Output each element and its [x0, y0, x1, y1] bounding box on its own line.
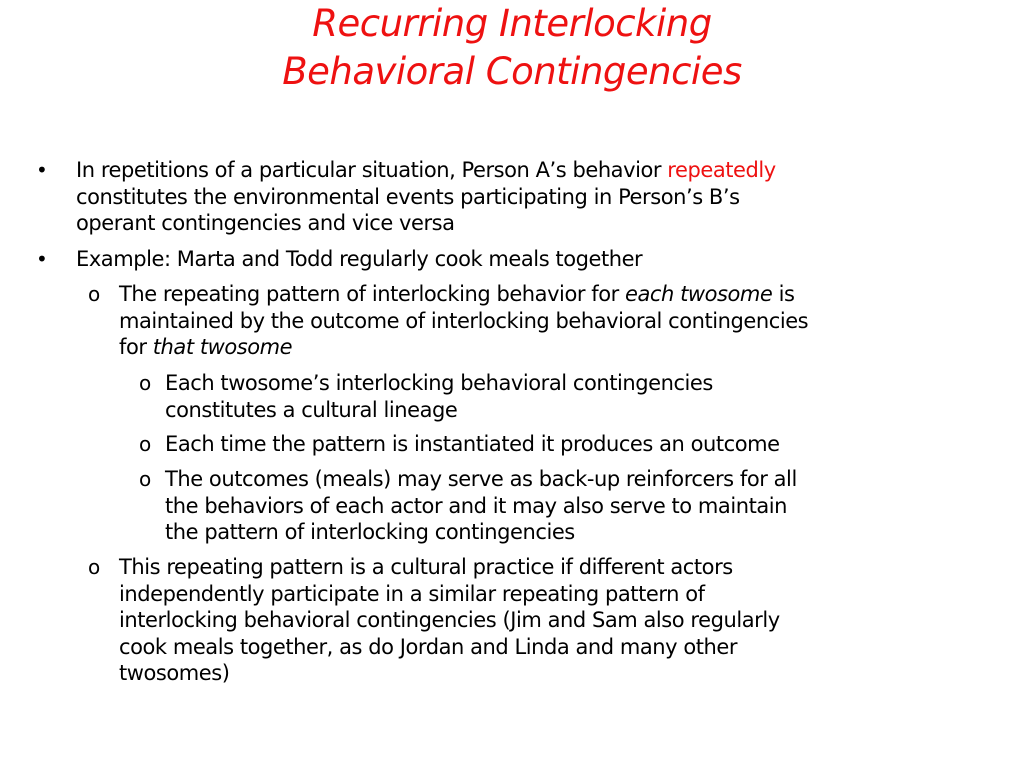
italic-phrase: that twosome	[152, 335, 293, 359]
bullet-text: Example: Marta and Todd regularly cook meals together	[76, 247, 643, 271]
italic-phrase: each twosome	[625, 282, 773, 306]
emphasis-word: repeatedly	[667, 158, 776, 182]
title-line-1: Recurring Interlocking	[312, 2, 712, 45]
bullet-text: In repetitions of a particular situation, Person A’s behavior repeatedly constitutes the environmental events participating in Person’s B’s operant contingencies and vice versa	[76, 158, 776, 235]
sub-sub-bullet-text: Each time the pattern is instantiated it produces an outcome	[165, 432, 780, 456]
bullet-marker: •	[36, 247, 48, 271]
sub-bullet-marker: o	[88, 282, 100, 306]
sub-sub-bullet-marker: o	[139, 371, 151, 395]
sub-sub-bullet-marker: o	[139, 467, 151, 491]
sub-sub-bullet-text: Each twosome’s interlocking behavioral contingencies constitutes a cultural lineage	[165, 371, 713, 422]
title-line-2: Behavioral Contingencies	[282, 50, 742, 93]
sub-bullet-marker: o	[88, 555, 100, 579]
sub-bullet-text: The repeating pattern of interlocking behavior for each twosome is maintained by the outcome of interlocking behavioral contingencies for that twosome	[119, 282, 809, 359]
sub-bullet-text: This repeating pattern is a cultural practice if different actors independently participate in a similar repeating pattern of interlocking behavioral contingencies (Jim and Sam also regularly cook meals together, as do Jordan and Linda and many other twosomes)	[119, 555, 780, 685]
sub-sub-bullet-text: The outcomes (meals) may serve as back-up reinforcers for all the behaviors of each actor and it may also serve to maintain the pattern of interlocking contingencies	[165, 467, 797, 544]
sub-sub-bullet-marker: o	[139, 432, 151, 456]
bullet-marker: •	[36, 158, 48, 182]
